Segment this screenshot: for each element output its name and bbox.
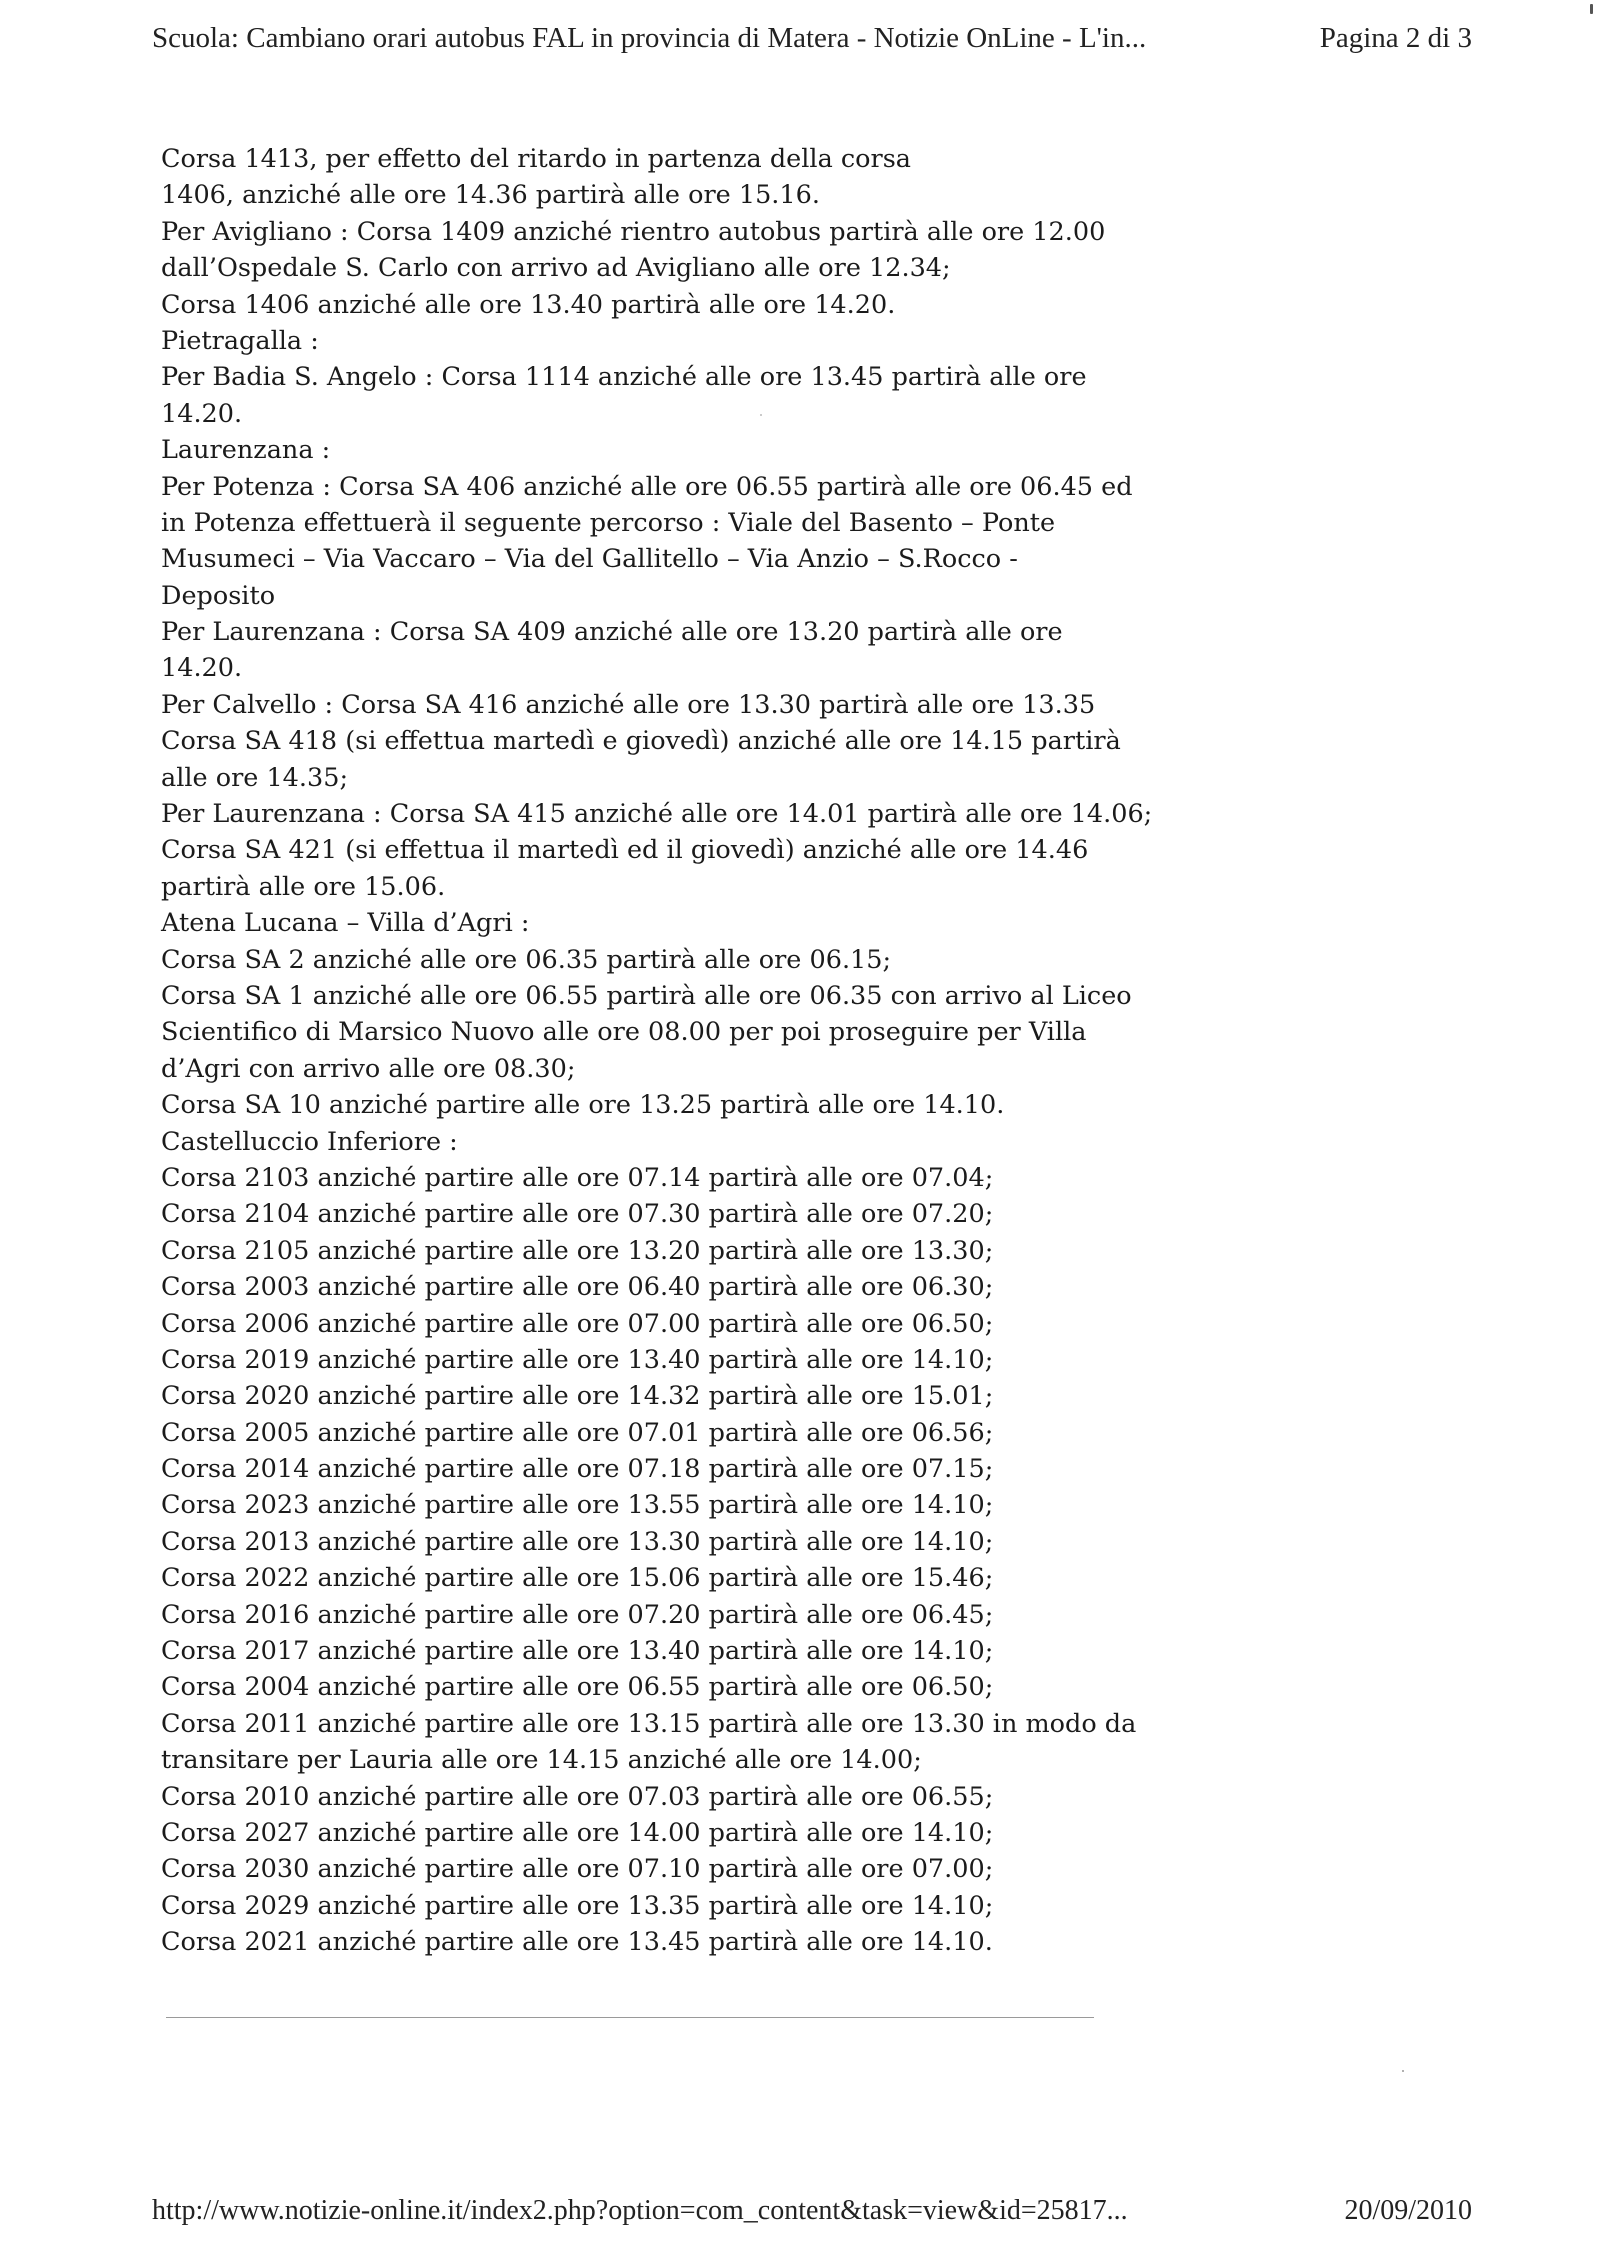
text-line: Castelluccio Inferiore : (161, 1126, 458, 1157)
scan-speck (1402, 2070, 1404, 2072)
text-line: Corsa 2004 anziché partire alle ore 06.55 partirà alle ore 06.50; (161, 1672, 994, 1703)
divider (166, 2017, 1094, 2018)
text-line: Corsa 2005 anziché partire alle ore 07.01 partirà alle ore 06.56; (161, 1417, 994, 1448)
source-url: http://www.notizie-online.it/index2.php?option=com_content&task=view&id=25817... (152, 2195, 1128, 2226)
text-line: Corsa 2103 anziché partire alle ore 07.14 partirà alle ore 07.04; (161, 1162, 994, 1193)
text-line: Corsa 2022 anziché partire alle ore 15.06 partirà alle ore 15.46; (161, 1563, 994, 1594)
text-line: Per Potenza : Corsa SA 406 anziché alle ore 06.55 partirà alle ore 06.45 ed (161, 471, 1133, 502)
print-date: 20/09/2010 (1344, 2195, 1472, 2226)
text-line: Pietragalla : (161, 325, 319, 356)
text-line: Corsa 2013 anziché partire alle ore 13.30 partirà alle ore 14.10; (161, 1526, 994, 1557)
page-title: Scuola: Cambiano orari autobus FAL in provincia di Matera - Notizie OnLine - L'in... (152, 22, 1147, 54)
text-line: Corsa 2006 anziché partire alle ore 07.00 partirà alle ore 06.50; (161, 1308, 994, 1339)
text-line: Corsa 2029 anziché partire alle ore 13.35 partirà alle ore 14.10; (161, 1890, 994, 1921)
text-line: Laurenzana : (161, 435, 331, 466)
article-body (161, 141, 1153, 1961)
text-line: Musumeci – Via Vaccaro – Via del Gallitello – Via Anzio – S.Rocco - (161, 544, 1018, 575)
text-line: Per Calvello : Corsa SA 416 anziché alle ore 13.30 partirà alle ore 13.35 (161, 689, 1096, 720)
text-line: Per Laurenzana : Corsa SA 409 anziché alle ore 13.20 partirà alle ore (161, 617, 1063, 648)
text-line: Corsa 2020 anziché partire alle ore 14.32 partirà alle ore 15.01; (161, 1381, 994, 1412)
text-line: Corsa 2010 anziché partire alle ore 07.03 partirà alle ore 06.55; (161, 1781, 994, 1812)
text-line: 14.20. (161, 398, 243, 429)
text-line: Corsa 1413, per effetto del ritardo in partenza della corsa (161, 144, 912, 174)
text-line: Corsa 2023 anziché partire alle ore 13.55 partirà alle ore 14.10; (161, 1490, 994, 1521)
text-line: Corsa SA 1 anziché alle ore 06.55 partirà alle ore 06.35 con arrivo al Liceo (161, 980, 1132, 1011)
text-line: Corsa SA 2 anziché alle ore 06.35 partirà alle ore 06.15; (161, 944, 892, 975)
text-line: Corsa SA 418 (si effettua martedì e giovedì) anziché alle ore 14.15 partirà (161, 726, 1121, 757)
text-line: Corsa SA 10 anziché partire alle ore 13.25 partirà alle ore 14.10. (161, 1090, 1005, 1121)
text-line: Corsa 2014 anziché partire alle ore 07.18 partirà alle ore 07.15; (161, 1454, 994, 1485)
text-line: Corsa 2019 anziché partire alle ore 13.40 partirà alle ore 14.10; (161, 1344, 994, 1375)
text-line: transitare per Lauria alle ore 14.15 anziché alle ore 14.00; (161, 1745, 922, 1776)
text-line: Per Avigliano : Corsa 1409 anziché rientro autobus partirà alle ore 12.00 (161, 216, 1106, 247)
text-line: dall’Ospedale S. Carlo con arrivo ad Avigliano alle ore 12.34; (161, 253, 951, 284)
text-line: d’Agri con arrivo alle ore 08.30; (161, 1053, 576, 1084)
text-line: Corsa 2021 anziché partire alle ore 13.45 partirà alle ore 14.10. (161, 1927, 993, 1958)
page-header (152, 22, 1472, 55)
text-line: Corsa 2017 anziché partire alle ore 13.40 partirà alle ore 14.10; (161, 1636, 994, 1667)
text-line: Corsa 2030 anziché partire alle ore 07.10 partirà alle ore 07.00; (161, 1854, 994, 1885)
text-line: alle ore 14.35; (161, 762, 349, 793)
text-line: partirà alle ore 15.06. (161, 871, 446, 902)
text-line: 1406, anziché alle ore 14.36 partirà alle ore 15.16. (161, 180, 820, 211)
text-line: Corsa 2003 anziché partire alle ore 06.40 partirà alle ore 06.30; (161, 1272, 994, 1303)
text-line: Corsa 1406 anziché alle ore 13.40 partirà alle ore 14.20. (161, 289, 896, 320)
text-line: Corsa SA 421 (si effettua il martedì ed il giovedì) anziché alle ore 14.46 (161, 835, 1089, 866)
text-line: Corsa 2105 anziché partire alle ore 13.20 partirà alle ore 13.30; (161, 1235, 994, 1266)
page-number: Pagina 2 di 3 (1319, 22, 1472, 54)
text-line: Scientifico di Marsico Nuovo alle ore 08.00 per poi proseguire per Villa (161, 1017, 1087, 1048)
text-line: Per Laurenzana : Corsa SA 415 anziché alle ore 14.01 partirà alle ore 14.06; (161, 799, 1153, 830)
text-line: Atena Lucana – Villa d’Agri : (161, 908, 530, 939)
text-line: in Potenza effettuerà il seguente percorso : Viale del Basento – Ponte (161, 507, 1056, 538)
scan-speck (1590, 4, 1593, 14)
page-footer (152, 2195, 1472, 2227)
text-line: Corsa 2104 anziché partire alle ore 07.30 partirà alle ore 07.20; (161, 1199, 994, 1230)
scan-speck (760, 414, 762, 416)
text-line: Per Badia S. Angelo : Corsa 1114 anziché alle ore 13.45 partirà alle ore (161, 362, 1087, 393)
text-line: 14.20. (161, 653, 243, 684)
text-line: Corsa 2016 anziché partire alle ore 07.20 partirà alle ore 06.45; (161, 1599, 994, 1630)
text-line: Corsa 2027 anziché partire alle ore 14.00 partirà alle ore 14.10; (161, 1817, 994, 1848)
text-line: Corsa 2011 anziché partire alle ore 13.15 partirà alle ore 13.30 in modo da (161, 1708, 1137, 1739)
text-line: Deposito (161, 580, 276, 611)
